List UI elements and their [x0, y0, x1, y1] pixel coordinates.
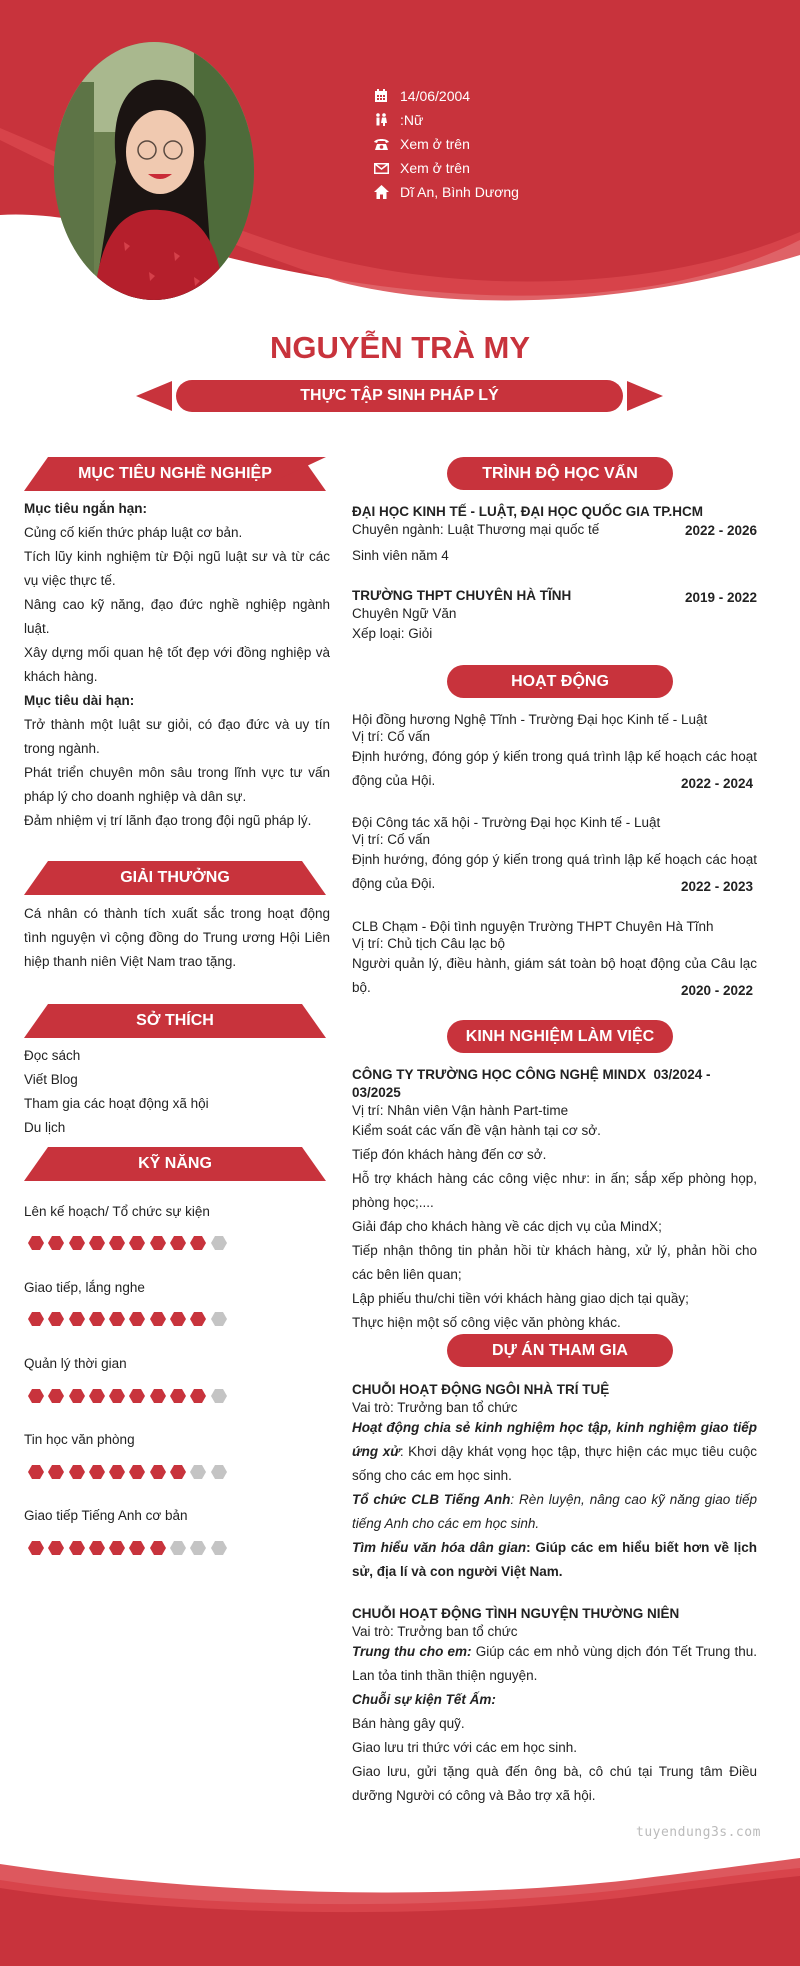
- project-point-text: : Rèn luyện, nâng cao kỹ năng giao tiếp tiếng Anh cho các em học sinh.: [352, 1492, 757, 1531]
- project-item: [352, 1605, 757, 1808]
- skill-dot-filled: [28, 1236, 44, 1250]
- project-point-text: Giúp các em nhỏ vùng dịch đón Tết Trung thu. Lan tỏa tinh thần thiện nguyện.: [352, 1644, 757, 1683]
- school-name: TRƯỜNG THPT CHUYÊN HÀ TĨNH: [352, 588, 572, 603]
- contact-gender: [370, 108, 519, 132]
- skill-dot-filled: [129, 1541, 145, 1555]
- award-text: Cá nhân có thành tích xuất sắc trong hoạt động tình nguyện vì cộng đồng do Trung ương Hội Liên hiệp thanh niên Việt Nam trao tặng.: [24, 906, 330, 969]
- skill-dot-filled: [109, 1389, 125, 1403]
- skill-dot-filled: [69, 1312, 85, 1326]
- contact-phone: [370, 132, 519, 156]
- birthdate-text: 14/06/2004: [400, 88, 471, 104]
- skill-rating: [28, 1465, 227, 1479]
- skill-dot-filled: [109, 1541, 125, 1555]
- awards-heading: GIẢI THƯỞNG: [120, 869, 230, 886]
- skill-dot-empty: [170, 1541, 186, 1555]
- hobbies-heading: SỞ THÍCH: [136, 1012, 214, 1029]
- skill-dot-empty: [190, 1465, 206, 1479]
- skill-dot-filled: [48, 1312, 64, 1326]
- section-header-awards: [24, 861, 326, 895]
- experience-years: 03/2024 - 03/2025: [352, 1067, 711, 1100]
- project-point-title: Trung thu cho em:: [352, 1644, 472, 1659]
- objective-heading: MỤC TIÊU NGHỀ NGHIỆP: [78, 465, 272, 482]
- company-name: CÔNG TY TRƯỜNG HỌC CÔNG NGHỆ MINDX: [352, 1067, 646, 1082]
- footer-background: [0, 1850, 800, 1966]
- contact-address: [370, 180, 519, 204]
- skill-dot-filled: [150, 1389, 166, 1403]
- skill-name: Lên kế hoạch/ Tổ chức sự kiện: [24, 1204, 210, 1219]
- major: Chuyên ngành: Luật Thương mại quốc tế: [352, 522, 600, 537]
- hobby-item: Du lịch: [24, 1120, 66, 1135]
- activities-heading: HOẠT ĐỘNG: [447, 665, 673, 698]
- skill-dot-filled: [89, 1312, 105, 1326]
- project-point-title: Chuỗi sự kiện Tết Ấm:: [352, 1692, 496, 1707]
- activity-years: 2022 - 2023: [680, 879, 753, 894]
- skill-dot-filled: [109, 1465, 125, 1479]
- experience-position: Vị trí: Nhân viên Vận hành Part-time: [352, 1103, 569, 1118]
- objective-content: [24, 497, 330, 833]
- skill-dot-filled: [28, 1541, 44, 1555]
- education-item: [352, 587, 757, 646]
- project-point-text: : Khơi dậy khát vọng học tập, thực hiện các mục tiêu cuộc sống cho các em học sinh.: [352, 1444, 757, 1483]
- contact-birthdate: [370, 84, 519, 108]
- skill-name: Giao tiếp, lắng nghe: [24, 1280, 145, 1295]
- skill-dot-filled: [109, 1312, 125, 1326]
- email-icon: [370, 163, 392, 174]
- skill-dot-filled: [69, 1465, 85, 1479]
- skill-dot-filled: [190, 1389, 206, 1403]
- education-note: Xếp loại: Giỏi: [352, 626, 433, 641]
- skill-dot-filled: [48, 1541, 64, 1555]
- address-text: Dĩ An, Bình Dương: [400, 184, 519, 200]
- profile-photo: [54, 42, 254, 300]
- skill-dot-filled: [150, 1236, 166, 1250]
- skill-dot-filled: [28, 1465, 44, 1479]
- skill-dot-filled: [129, 1389, 145, 1403]
- experience-heading: KINH NGHIỆM LÀM VIỆC: [447, 1020, 673, 1053]
- project-subitem: Bán hàng gây quỹ.: [352, 1716, 465, 1731]
- skill-dot-empty: [211, 1312, 227, 1326]
- skill-dot-filled: [109, 1236, 125, 1250]
- job-title: THỰC TẬP SINH PHÁP LÝ: [176, 380, 623, 412]
- home-icon: [370, 185, 392, 199]
- project-name: CHUỖI HOẠT ĐỘNG TÌNH NGUYỆN THƯỜNG NIÊN: [352, 1606, 680, 1621]
- hobby-item: Viết Blog: [24, 1072, 78, 1087]
- education-item: [352, 503, 757, 568]
- objective-item: Xây dựng mối quan hệ tốt đẹp với đồng nghiệp và khách hàng.: [24, 645, 330, 684]
- skill-dot-filled: [150, 1312, 166, 1326]
- skill-dot-empty: [211, 1236, 227, 1250]
- phone-text: Xem ở trên: [400, 136, 470, 152]
- skill-dot-filled: [190, 1236, 206, 1250]
- project-point-title: Tìm hiểu văn hóa dân gian: [352, 1540, 527, 1555]
- section-header-objective: [24, 457, 326, 491]
- skill-dot-filled: [48, 1465, 64, 1479]
- candidate-name: NGUYỄN TRÀ MY: [269, 330, 531, 365]
- activity-years: 2022 - 2024: [680, 776, 753, 791]
- duty-item: Tiếp đón khách hàng đến cơ sở.: [352, 1147, 547, 1162]
- hobby-item: Tham gia các hoạt động xã hội: [24, 1096, 209, 1111]
- education-heading: TRÌNH ĐỘ HỌC VẤN: [447, 457, 673, 490]
- skill-dot-filled: [150, 1465, 166, 1479]
- project-point-title: Tổ chức CLB Tiếng Anh: [352, 1492, 511, 1507]
- activity-item: [352, 711, 757, 793]
- activity-org: CLB Chạm - Đội tình nguyện Trường THPT Chuyên Hà Tĩnh: [352, 919, 714, 934]
- short-term-label: Mục tiêu ngắn hạn:: [24, 501, 147, 516]
- section-header-hobbies: [24, 1004, 326, 1038]
- project-subitem: Giao lưu, gửi tặng quà đến ông bà, cô chú tại Trung tâm Điều dưỡng Người có công và Bảo trợ xã hội.: [352, 1764, 757, 1803]
- activity-position: Vị trí: Cố vấn: [352, 832, 431, 847]
- project-point-text: : Giúp các em hiểu biết hơn về lịch sử, địa lí và con người Việt Nam.: [352, 1540, 757, 1579]
- skill-dot-filled: [170, 1389, 186, 1403]
- skill-name: Quản lý thời gian: [24, 1356, 127, 1371]
- skill-rating: [28, 1541, 227, 1555]
- skill-dot-filled: [129, 1236, 145, 1250]
- skill-dot-filled: [170, 1236, 186, 1250]
- skill-dot-filled: [129, 1312, 145, 1326]
- education-note: Sinh viên năm 4: [352, 548, 449, 563]
- activity-item: [352, 814, 757, 896]
- long-term-label: Mục tiêu dài hạn:: [24, 693, 135, 708]
- objective-item: Củng cố kiến thức pháp luật cơ bản.: [24, 525, 243, 540]
- activity-desc: Người quản lý, điều hành, giám sát toàn bộ hoạt động của Câu lạc bộ.: [352, 956, 757, 995]
- skill-dot-filled: [89, 1465, 105, 1479]
- skill-dot-filled: [69, 1389, 85, 1403]
- activity-org: Đội Công tác xã hội - Trường Đại học Kinh tế - Luật: [352, 815, 661, 830]
- project-role: Vai trò: Trưởng ban tổ chức: [352, 1400, 518, 1415]
- skill-rating: [28, 1389, 227, 1403]
- contact-info: [370, 84, 519, 204]
- projects-heading: DỰ ÁN THAM GIA: [447, 1334, 673, 1367]
- objective-item: Trở thành một luật sư giỏi, có đạo đức và uy tín trong ngành.: [24, 717, 330, 756]
- project-subitem: Giao lưu tri thức với các em học sinh.: [352, 1740, 578, 1755]
- skills-heading: KỸ NĂNG: [138, 1155, 212, 1172]
- major: Chuyên Ngữ Văn: [352, 606, 457, 621]
- school-name: ĐẠI HỌC KINH TẾ - LUẬT, ĐẠI HỌC QUỐC GIA TP.HCM: [352, 504, 703, 519]
- skill-dot-filled: [89, 1236, 105, 1250]
- skill-dot-filled: [28, 1312, 44, 1326]
- activity-desc: Định hướng, đóng góp ý kiến trong quá trình lập kế hoạch các hoạt động của Hội.: [352, 749, 757, 788]
- skill-dot-empty: [211, 1465, 227, 1479]
- skill-dot-filled: [28, 1389, 44, 1403]
- skill-dot-filled: [69, 1541, 85, 1555]
- skill-dot-filled: [89, 1541, 105, 1555]
- skill-dot-filled: [170, 1465, 186, 1479]
- objective-item: Tích lũy kinh nghiệm từ Đội ngũ luật sư và từ các vụ việc thực tế.: [24, 549, 330, 588]
- project-name: CHUỖI HOẠT ĐỘNG NGÔI NHÀ TRÍ TUỆ: [352, 1382, 610, 1397]
- hobbies-list: [24, 1044, 330, 1140]
- education-years: 2019 - 2022: [684, 590, 757, 605]
- activity-position: Vị trí: Cố vấn: [352, 729, 431, 744]
- skill-dot-filled: [170, 1312, 186, 1326]
- duty-item: Lập phiếu thu/chi tiền với khách hàng giao dịch tại quầy;: [352, 1291, 689, 1306]
- activity-desc: Định hướng, đóng góp ý kiến trong quá trình lập kế hoạch các hoạt động của Đội.: [352, 852, 757, 891]
- gender-icon: [370, 113, 392, 127]
- duty-item: Kiểm soát các vấn đề vận hành tại cơ sở.: [352, 1123, 601, 1138]
- objective-item: Phát triển chuyên môn sâu trong lĩnh vực tư vấn pháp lý cho doanh nghiệp và dân sự.: [24, 765, 330, 804]
- skill-dot-empty: [190, 1541, 206, 1555]
- skill-dot-filled: [69, 1236, 85, 1250]
- project-point-title: Hoạt động chia sẻ kinh nghiệm học tập, kinh nghiệm giao tiếp ứng xử: [352, 1420, 757, 1459]
- skill-dot-empty: [211, 1389, 227, 1403]
- skill-dot-filled: [129, 1465, 145, 1479]
- email-text: Xem ở trên: [400, 160, 470, 176]
- skill-rating: [28, 1236, 227, 1250]
- job-title-banner: [136, 378, 663, 414]
- phone-icon: [370, 138, 392, 151]
- skill-dot-filled: [150, 1541, 166, 1555]
- duty-item: Tiếp nhận thông tin phản hồi từ khách hàng, xử lý, phản hồi cho các bên liên quan;: [352, 1243, 757, 1282]
- objective-item: Nâng cao kỹ năng, đạo đức nghề nghiệp ngành luật.: [24, 597, 330, 636]
- skill-rating: [28, 1312, 227, 1326]
- gender-text: :Nữ: [400, 112, 424, 128]
- contact-email: [370, 156, 519, 180]
- activity-position: Vị trí: Chủ tịch Câu lạc bộ: [352, 936, 506, 951]
- awards-content: [24, 902, 330, 974]
- duty-item: Hỗ trợ khách hàng các công việc như: in ấn; sắp xếp phòng họp, phòng học;....: [352, 1171, 757, 1210]
- project-item: [352, 1381, 757, 1584]
- hobby-item: Đọc sách: [24, 1048, 81, 1063]
- objective-item: Đảm nhiệm vị trí lãnh đạo trong đội ngũ pháp lý.: [24, 813, 312, 828]
- education-years: 2022 - 2026: [684, 523, 757, 538]
- calendar-icon: [370, 89, 392, 103]
- project-role: Vai trò: Trưởng ban tổ chức: [352, 1624, 518, 1639]
- skill-name: Tin học văn phòng: [24, 1432, 135, 1447]
- skill-dot-empty: [211, 1541, 227, 1555]
- watermark: tuyendung3s.com: [636, 1825, 761, 1840]
- skill-dot-filled: [48, 1389, 64, 1403]
- skill-dot-filled: [48, 1236, 64, 1250]
- experience-item: [352, 1066, 757, 1335]
- activity-item: [352, 918, 757, 1000]
- duty-item: Thực hiện một số công việc văn phòng khác.: [352, 1315, 621, 1330]
- activity-org: Hội đồng hương Nghệ Tĩnh - Trường Đại học Kinh tế - Luật: [352, 712, 708, 727]
- section-header-skills: [24, 1147, 326, 1181]
- skill-dot-filled: [190, 1312, 206, 1326]
- activity-years: 2020 - 2022: [680, 983, 753, 998]
- skill-dot-filled: [89, 1389, 105, 1403]
- skill-name: Giao tiếp Tiếng Anh cơ bản: [24, 1508, 188, 1523]
- duty-item: Giải đáp cho khách hàng về các dịch vụ của MindX;: [352, 1219, 662, 1234]
